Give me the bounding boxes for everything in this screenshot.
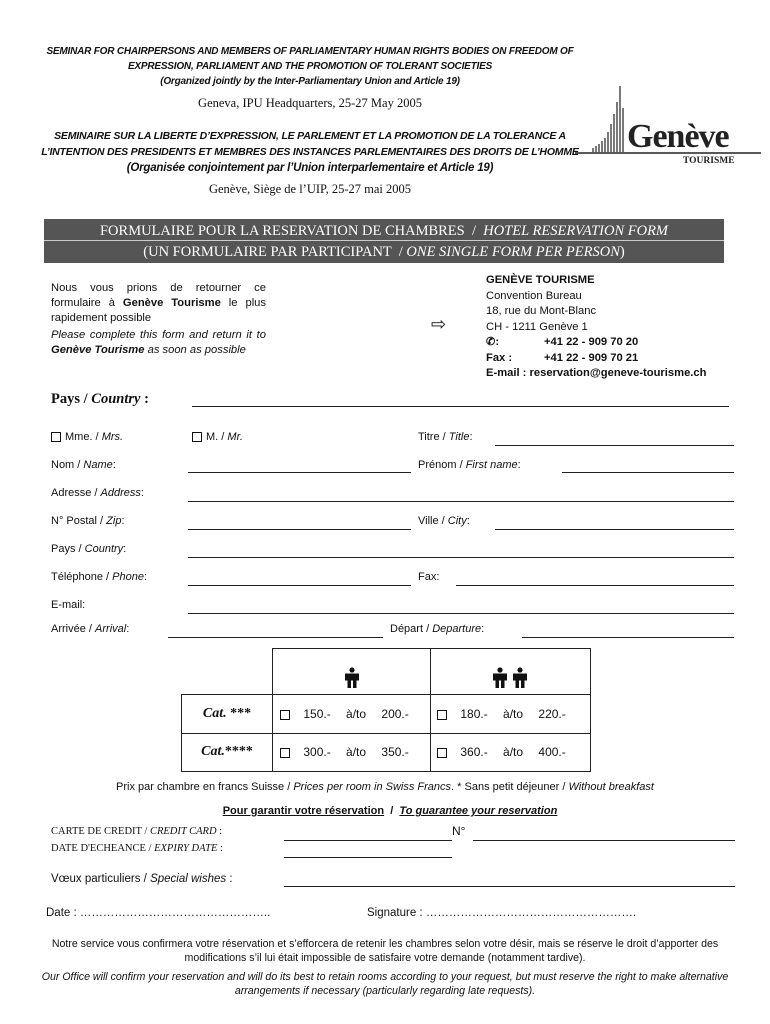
cat-label-2: Cat. — [201, 744, 225, 759]
double-4-to-label: à/to — [503, 745, 524, 759]
card-label — [51, 826, 222, 837]
mr-en: Mr. — [227, 431, 243, 443]
header-en-line3: (Organized jointly by the Inter-Parliamentary Union and Article 19) — [160, 76, 460, 87]
phone-field-label: Téléphone / Phone: — [51, 571, 148, 583]
banner-title-en: HOTEL RESERVATION FORM — [483, 223, 668, 239]
contact-city: CH - 1211 Genève 1 — [486, 320, 588, 333]
logo-word: Genève — [627, 118, 729, 155]
zip-label: N° Postal / Zip: — [51, 515, 125, 527]
price-note-en: Prices per room in Swiss Francs — [293, 781, 452, 793]
cat-stars-2: **** — [224, 744, 253, 759]
first-name-field[interactable] — [562, 472, 734, 473]
rates-table — [181, 694, 591, 772]
banner-title-fr: FORMULAIRE POUR LA RESERVATION DE CHAMBRES — [99, 223, 465, 239]
price-note — [0, 781, 770, 793]
phone-field[interactable] — [188, 585, 411, 586]
contact-phone: +41 22 - 909 70 20 — [544, 336, 639, 348]
expiry-colon: : — [220, 843, 223, 854]
rate-row-1-single[interactable] — [280, 695, 430, 733]
mrs-en: Mrs. — [101, 431, 124, 443]
expiry-en: EXPIRY DATE — [154, 843, 218, 854]
wishes-en: Special wishes — [150, 873, 227, 885]
single-4star-checkbox[interactable] — [280, 748, 290, 758]
departure-field[interactable] — [522, 637, 734, 638]
intro-fr-b: Genève Tourisme — [122, 297, 221, 309]
email-label: E-mail : — [486, 367, 527, 379]
phone-en: Phone — [112, 571, 144, 583]
double-3-to: 220.- — [538, 707, 566, 721]
zip-field[interactable] — [188, 529, 411, 530]
dep-en: Departure — [432, 623, 482, 635]
header-fr-line2: L’INTENTION DES PRESIDENTS ET MEMBRES DES INSTANCES PARLEMENTAIRES DES DROITS DE L’HOMME — [41, 146, 579, 158]
country-main-colon: : — [144, 391, 149, 407]
title-field[interactable] — [495, 445, 734, 446]
header-en-line2: EXPRESSION, PARLIAMENT AND THE PROMOTION OF TOLERANT SOCIETIES — [127, 61, 493, 72]
banner-sep-2: / — [398, 244, 403, 260]
card-en: CREDIT CARD — [149, 826, 217, 837]
cat-label-1: Cat. — [202, 706, 227, 721]
double-3-from: 180.- — [460, 707, 488, 721]
fax-field[interactable] — [456, 585, 734, 586]
contact-block — [486, 273, 766, 382]
single-4-to: 350.- — [381, 745, 409, 759]
arrival-field[interactable] — [168, 637, 383, 638]
header-fr-place: Genève, Siège de l’UIP, 25-27 mai 2005 — [208, 182, 412, 196]
double-4-to: 400.- — [538, 745, 566, 759]
geneve-tourisme-logo — [575, 74, 765, 174]
intro-en — [51, 328, 266, 358]
single-3-to: 200.- — [381, 707, 409, 721]
rate-row-1-cat — [182, 695, 272, 733]
single-4-from: 300.- — [303, 745, 331, 759]
contact-fax: +41 22 - 909 70 21 — [544, 351, 639, 364]
arr-en: Arrival — [95, 623, 127, 635]
card-number-field[interactable] — [473, 840, 735, 841]
addr-fr: Adresse / — [51, 487, 98, 499]
country-en: Country — [84, 543, 124, 555]
double-3star-checkbox[interactable] — [437, 710, 447, 720]
country-main-fr: Pays / — [51, 391, 88, 407]
title-label: Titre / Title: — [418, 431, 473, 443]
header-fr — [30, 128, 590, 176]
mrs-fr: Mme. / — [65, 431, 99, 443]
address-field[interactable] — [188, 501, 734, 502]
price-note-en2: Without breakfast — [568, 781, 654, 793]
expiry-field[interactable] — [284, 857, 452, 858]
price-note-fr2: . * Sans petit déjeuner / — [451, 781, 566, 793]
guarantee-fr: Pour garantir votre réservation — [222, 805, 385, 817]
mrs-option[interactable] — [51, 431, 123, 443]
email-field-label: E-mail: — [51, 599, 86, 611]
banner-sub-end: ) — [619, 244, 625, 260]
contact-name: GENÈVE TOURISME — [486, 274, 595, 286]
header-fr-line3: (Organisée conjointement par l’Union interparlementaire et Article 19) — [126, 162, 494, 174]
single-3star-checkbox[interactable] — [280, 710, 290, 720]
rate-row-2-single[interactable] — [280, 733, 430, 771]
name-fr: Nom / — [51, 459, 81, 471]
header-en — [30, 44, 590, 89]
contact-street: 18, rue du Mont-Blanc — [486, 305, 597, 317]
logo-sub: TOURISME — [683, 156, 735, 166]
address-label: Adresse / Address: — [51, 487, 144, 499]
arrival-label: Arrivée / Arrival: — [51, 623, 130, 635]
price-note-fr: Prix par chambre en francs Suisse / — [116, 781, 291, 793]
mr-fr: M. / — [206, 431, 225, 443]
country-main-field[interactable] — [192, 406, 729, 407]
fax-label: Fax : — [486, 351, 513, 364]
country-fr: Pays / — [51, 543, 82, 555]
fax-field-label: Fax: — [418, 571, 440, 583]
double-4-from: 360.- — [460, 745, 488, 759]
wishes-fr: Vœux particuliers / — [51, 873, 147, 885]
dep-fr: Départ / — [390, 623, 430, 635]
card-fr: CARTE DE CREDIT / — [51, 826, 148, 837]
header-en-place: Geneva, IPU Headquarters, 25-27 May 2005 — [198, 96, 422, 110]
single-person-icon — [343, 667, 361, 689]
arr-fr: Arrivée / — [51, 623, 92, 635]
rate-row-2-cat — [182, 733, 272, 771]
intro-en-c: as soon as possible — [147, 344, 246, 356]
banner-sub-fr: (UN FORMULAIRE PAR PARTICIPANT — [143, 244, 392, 260]
two-persons-icon — [491, 667, 531, 689]
country-main-label — [51, 391, 149, 408]
header-fr-line1: SEMINAIRE SUR LA LIBERTE D’EXPRESSION, LE PARLEMENT ET LA PROMOTION DE LA TOLERANCE A — [54, 130, 566, 142]
addr-en: Address — [100, 487, 141, 499]
contact-email: reservation@geneve-tourisme.ch — [529, 367, 707, 379]
intro-en-b: Genève Tourisme — [51, 344, 145, 356]
first-name-label: Prénom / First name: — [418, 459, 521, 471]
name-label: Nom / Name: — [51, 459, 116, 471]
wishes-field[interactable] — [284, 886, 735, 887]
double-3-to-label: à/to — [503, 707, 524, 721]
country-main-en: Country — [91, 391, 141, 407]
phone-label: ✆: — [486, 336, 500, 348]
single-3-to-label: à/to — [346, 707, 367, 721]
card-type-field[interactable] — [284, 840, 452, 841]
wishes-label — [51, 873, 233, 885]
zip-en: Zip — [106, 515, 122, 527]
card-colon: : — [219, 826, 223, 837]
mr-option[interactable] — [192, 431, 243, 443]
right-arrow-icon: ⇨ — [431, 314, 447, 334]
footer-en: Our Office will confirm your reservation and will do its best to retain rooms according to your request, but must reserve the right to make alternative arrangements if necessary (particularly regarding late requests). — [41, 971, 729, 997]
country-field[interactable] — [188, 557, 734, 558]
first-en: First name — [465, 459, 518, 471]
city-field[interactable] — [495, 529, 734, 530]
single-3-from: 150.- — [303, 707, 331, 721]
guarantee-en: To guarantee your reservation — [399, 805, 558, 817]
banner-sep: / — [471, 223, 477, 239]
intro-fr — [51, 281, 266, 326]
title-en: Title — [448, 431, 470, 443]
mrs-checkbox[interactable] — [51, 432, 61, 442]
phone-fr: Téléphone / — [51, 571, 110, 583]
signature-field[interactable]: Signature : ………………………………………………. — [367, 907, 637, 919]
intro-fr-a: Nous vous prions de retourner ce formulaire à — [51, 282, 266, 309]
departure-label: Départ / Departure: — [390, 623, 485, 635]
rates-header — [272, 648, 591, 695]
header-en-line1: SEMINAR FOR CHAIRPERSONS AND MEMBERS OF PARLIAMENTARY HUMAN RIGHTS BODIES ON FREEDOM OF — [46, 46, 574, 57]
rate-row-1-double[interactable] — [437, 695, 587, 733]
guarantee-sep: / — [390, 805, 394, 817]
single-4-to-label: à/to — [346, 745, 367, 759]
name-field[interactable] — [188, 472, 411, 473]
city-label: Ville / City: — [418, 515, 470, 527]
rate-row-2-double[interactable] — [437, 733, 587, 771]
date-field[interactable]: Date : ………………………………………….. — [46, 907, 271, 919]
name-en: Name — [83, 459, 113, 471]
first-fr: Prénom / — [418, 459, 463, 471]
card-number-label: N° — [452, 824, 466, 838]
city-en: City — [447, 515, 467, 527]
title-fr: Titre / — [418, 431, 446, 443]
email-field[interactable] — [188, 613, 734, 614]
zip-fr: N° Postal / — [51, 515, 104, 527]
guarantee-heading — [0, 805, 770, 817]
wishes-colon: : — [229, 873, 233, 885]
expiry-label — [51, 843, 223, 854]
expiry-fr: DATE D'ECHEANCE / — [51, 843, 152, 854]
city-fr: Ville / — [418, 515, 445, 527]
contact-dept: Convention Bureau — [486, 289, 582, 302]
form-banner — [44, 219, 724, 263]
intro-en-a: Please complete this form and return it to — [51, 329, 266, 341]
intro-fr-c: le plus rapidement possible — [51, 297, 266, 324]
double-4star-checkbox[interactable] — [437, 748, 447, 758]
mr-checkbox[interactable] — [192, 432, 202, 442]
country-label: Pays / Country: — [51, 543, 127, 555]
cat-stars-1: *** — [230, 706, 252, 721]
footer-fr: Notre service vous confirmera votre réservation et s’efforcera de retenir les chambres selon votre désir, mais se réserve le droit d’apporter des modifications s’il lui était impossible de satisfaire votre demande (notamment tardive). — [51, 938, 719, 964]
banner-sub-en: ONE SINGLE FORM PER PERSON — [406, 244, 620, 260]
